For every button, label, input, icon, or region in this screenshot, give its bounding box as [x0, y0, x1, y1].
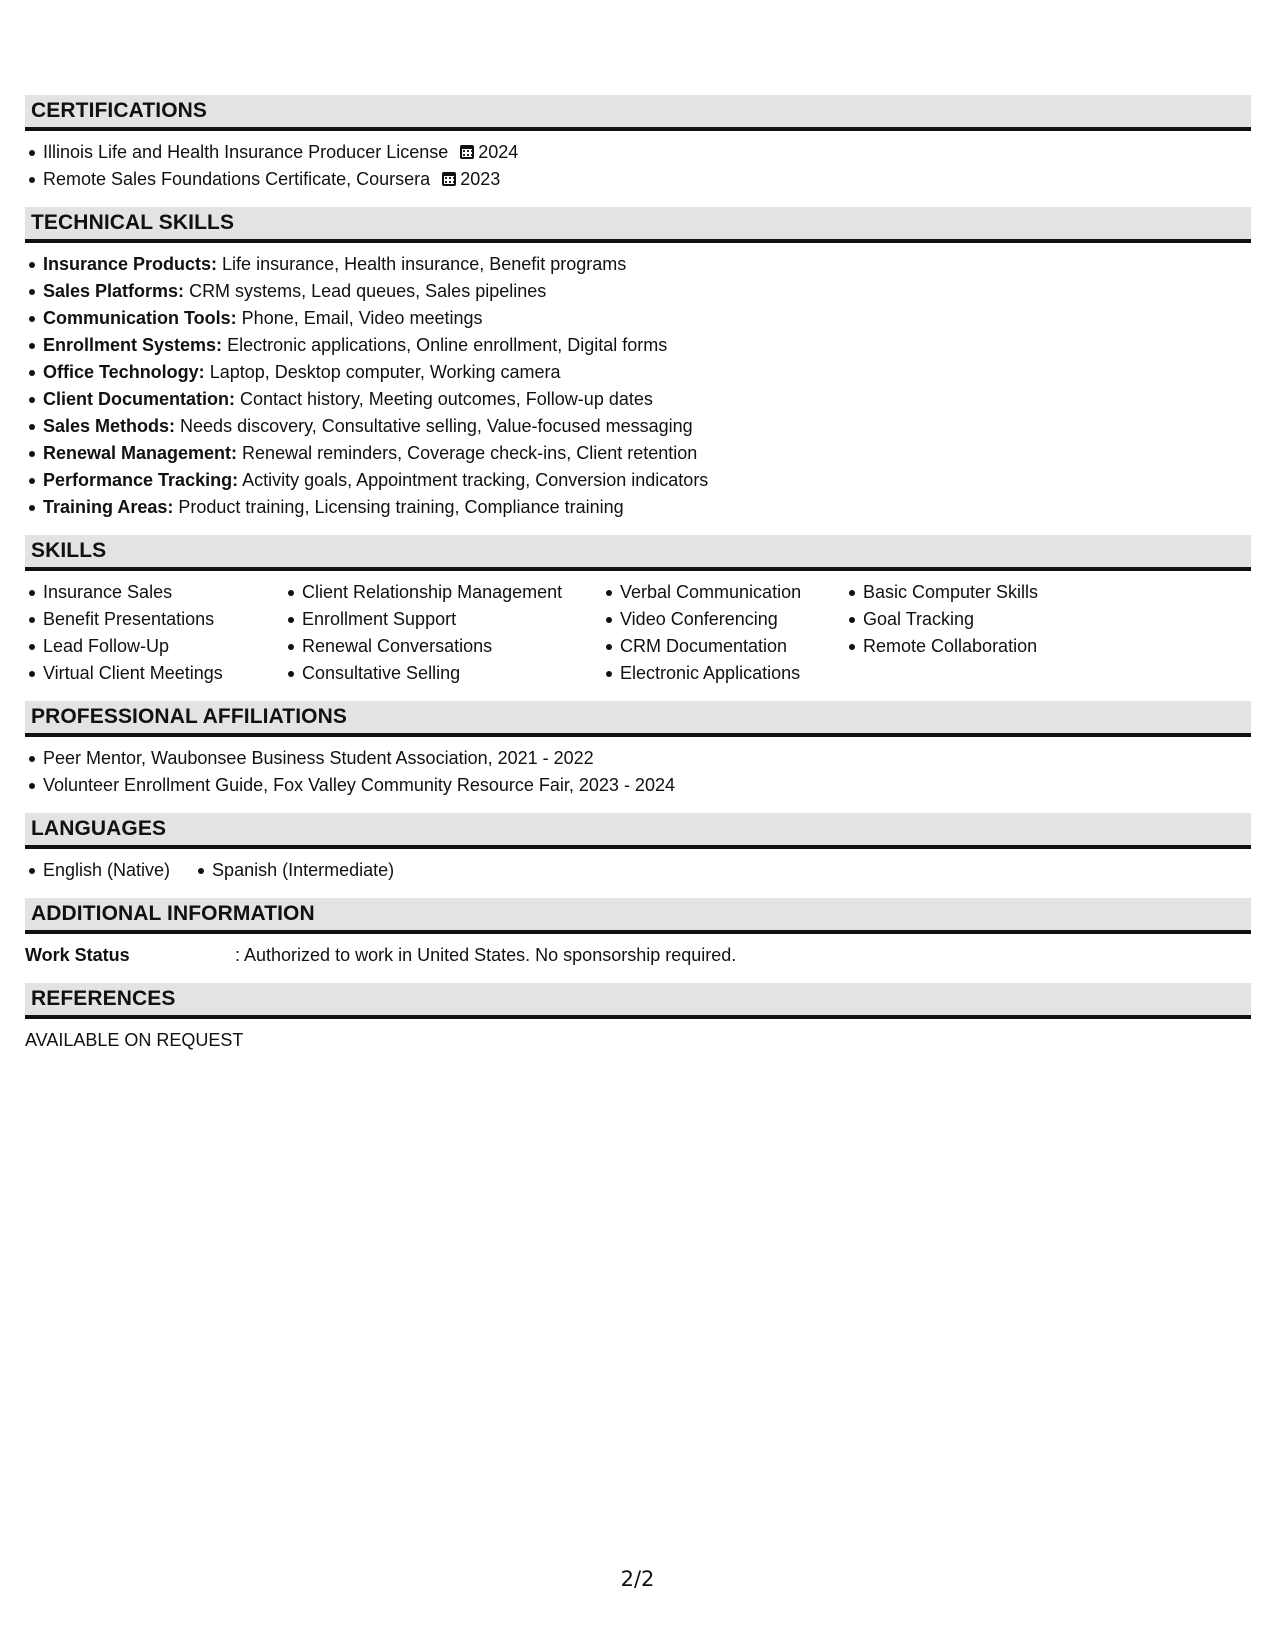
- technical-skills-list: [25, 251, 1251, 521]
- resume-page: [25, 95, 1251, 1068]
- skill-item: Remote Collaboration: [863, 633, 1113, 660]
- references-section: [25, 983, 1251, 1068]
- additional-information-body: [25, 934, 1251, 983]
- technical-skill-label: Sales Methods:: [43, 416, 176, 436]
- skill-item: Consultative Selling: [302, 660, 584, 687]
- technical-skill-value: CRM systems, Lead queues, Sales pipelines: [184, 281, 547, 301]
- technical-skill-label: Sales Platforms:: [43, 281, 185, 301]
- technical-skill-value: Contact history, Meeting outcomes, Follow-up dates: [235, 389, 653, 409]
- skill-item: Insurance Sales: [43, 579, 266, 606]
- technical-skill-item: [43, 359, 1251, 386]
- technical-skill-label: Client Documentation:: [43, 389, 235, 409]
- certification-item: [43, 166, 1251, 193]
- skill-item: Goal Tracking: [863, 606, 1113, 633]
- affiliations-section: [25, 701, 1251, 813]
- technical-skill-value: Renewal reminders, Coverage check-ins, Client retention: [237, 443, 698, 463]
- language-list: [194, 857, 394, 884]
- affiliations-body: [25, 737, 1251, 813]
- affiliation-item: Volunteer Enrollment Guide, Fox Valley Community Resource Fair, 2023 - 2024: [43, 772, 1251, 799]
- calendar-icon: [442, 172, 456, 186]
- technical-skill-item: [43, 305, 1251, 332]
- technical-skill-label: Enrollment Systems:: [43, 335, 223, 355]
- skills-heading: SKILLS: [31, 539, 107, 562]
- technical-skills-section: [25, 207, 1251, 535]
- language-list: [25, 857, 170, 884]
- certification-name: Remote Sales Foundations Certificate, Coursera: [43, 169, 431, 189]
- technical-skill-item: [43, 251, 1251, 278]
- affiliations-header: [25, 701, 1251, 737]
- skill-item: Enrollment Support: [302, 606, 584, 633]
- affiliations-list: [25, 745, 1251, 799]
- languages-row: [25, 857, 1251, 884]
- references-text: AVAILABLE ON REQUEST: [25, 1030, 244, 1050]
- calendar-icon: [460, 145, 474, 159]
- references-body: [25, 1019, 1251, 1068]
- certification-item: [43, 139, 1251, 166]
- languages-body: [25, 849, 1251, 898]
- technical-skill-value: Laptop, Desktop computer, Working camera: [204, 362, 561, 382]
- skill-item: Benefit Presentations: [43, 606, 266, 633]
- technical-skill-label: Performance Tracking:: [43, 470, 239, 490]
- page-number: 2/2: [620, 1567, 655, 1591]
- certification-year: 2024: [478, 142, 519, 162]
- technical-skill-label: Renewal Management:: [43, 443, 238, 463]
- technical-skill-item: [43, 386, 1251, 413]
- additional-information-header: [25, 898, 1251, 934]
- skill-item: Client Relationship Management: [302, 579, 584, 606]
- technical-skill-value: Electronic applications, Online enrollment, Digital forms: [222, 335, 668, 355]
- technical-skills-body: [25, 243, 1251, 535]
- skills-column: [284, 579, 584, 687]
- language-item: Spanish (Intermediate): [212, 857, 394, 884]
- technical-skill-value: Phone, Email, Video meetings: [236, 308, 483, 328]
- technical-skill-item: [43, 494, 1251, 521]
- technical-skills-header: [25, 207, 1251, 243]
- technical-skills-heading: TECHNICAL SKILLS: [31, 211, 235, 234]
- skills-body: [25, 571, 1251, 701]
- certifications-heading: CERTIFICATIONS: [31, 99, 208, 122]
- technical-skill-label: Office Technology:: [43, 362, 205, 382]
- skills-column: [602, 579, 827, 687]
- technical-skill-label: Insurance Products:: [43, 254, 218, 274]
- certifications-header: [25, 95, 1251, 131]
- work-status-row: [25, 942, 1251, 969]
- technical-skill-item: [43, 467, 1251, 494]
- skill-item: Lead Follow-Up: [43, 633, 266, 660]
- technical-skill-item: [43, 332, 1251, 359]
- skill-item: Virtual Client Meetings: [43, 660, 266, 687]
- technical-skill-value: Life insurance, Health insurance, Benefit programs: [217, 254, 627, 274]
- skill-item: Electronic Applications: [620, 660, 827, 687]
- technical-skill-item: [43, 278, 1251, 305]
- technical-skill-label: Communication Tools:: [43, 308, 237, 328]
- skills-header: [25, 535, 1251, 571]
- certification-name: Illinois Life and Health Insurance Producer License: [43, 142, 449, 162]
- affiliations-heading: PROFESSIONAL AFFILIATIONS: [31, 705, 347, 728]
- skills-grid: [25, 579, 1251, 687]
- skills-column: [845, 579, 1113, 687]
- additional-information-heading: ADDITIONAL INFORMATION: [31, 902, 315, 925]
- technical-skill-item: [43, 413, 1251, 440]
- certifications-list: [25, 139, 1251, 193]
- affiliation-item: Peer Mentor, Waubonsee Business Student Association, 2021 - 2022: [43, 745, 1251, 772]
- skill-item: Verbal Communication: [620, 579, 827, 606]
- skill-item: CRM Documentation: [620, 633, 827, 660]
- additional-information-section: [25, 898, 1251, 983]
- technical-skill-value: Activity goals, Appointment tracking, Conversion indicators: [238, 470, 709, 490]
- language-item: English (Native): [43, 857, 170, 884]
- certification-year: 2023: [460, 169, 501, 189]
- skill-item: Video Conferencing: [620, 606, 827, 633]
- skill-item: Renewal Conversations: [302, 633, 584, 660]
- languages-section: [25, 813, 1251, 898]
- work-status-label: Work Status: [25, 945, 130, 965]
- skill-item: Basic Computer Skills: [863, 579, 1113, 606]
- technical-skill-value: Needs discovery, Consultative selling, Value-focused messaging: [175, 416, 693, 436]
- languages-header: [25, 813, 1251, 849]
- skills-column: [25, 579, 266, 687]
- certifications-section: [25, 95, 1251, 207]
- technical-skill-value: Product training, Licensing training, Compliance training: [173, 497, 624, 517]
- work-status-value: : Authorized to work in United States. No sponsorship required.: [235, 945, 737, 965]
- technical-skill-label: Training Areas:: [43, 497, 174, 517]
- skills-section: [25, 535, 1251, 701]
- references-heading: REFERENCES: [31, 987, 176, 1010]
- technical-skill-item: [43, 440, 1251, 467]
- languages-heading: LANGUAGES: [31, 817, 167, 840]
- references-header: [25, 983, 1251, 1019]
- certifications-body: [25, 131, 1251, 207]
